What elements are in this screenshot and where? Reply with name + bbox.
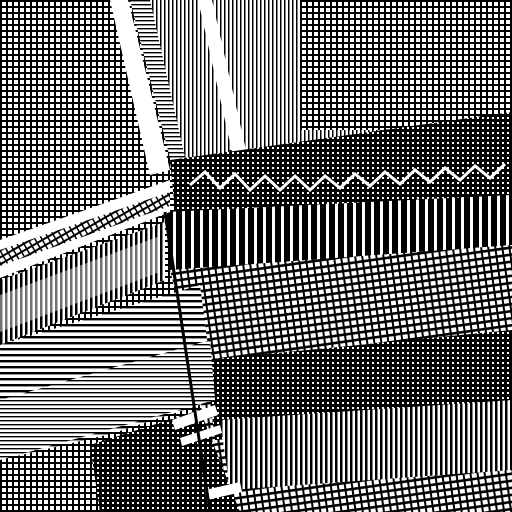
upper-right-band	[300, 0, 512, 130]
